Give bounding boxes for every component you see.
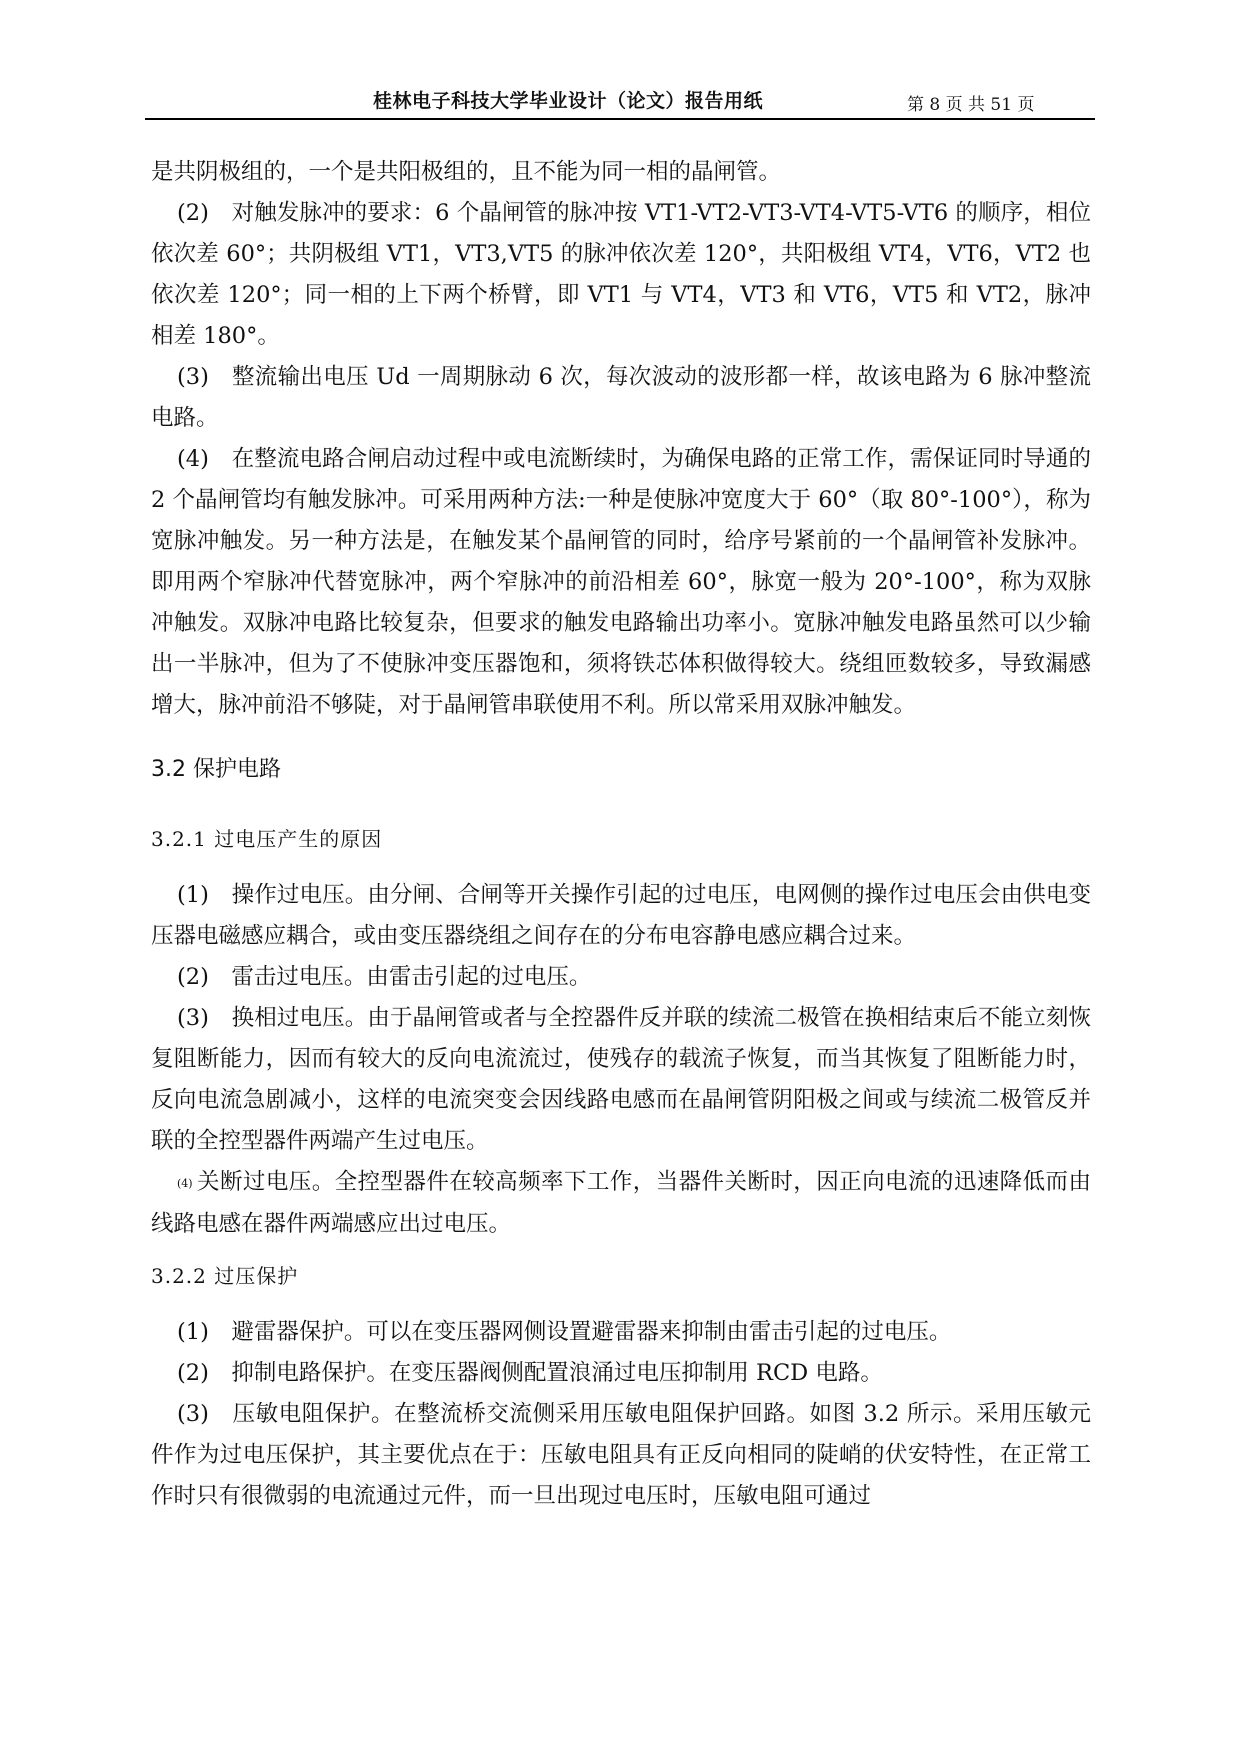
paragraph: (1) 操作过电压。由分闸、合闸等开关操作引起的过电压，电网侧的操作过电压会由供电变压器电磁感应耦合，或由变压器绕组之间存在的分布电容静电感应耦合过来。 — [151, 882, 1091, 949]
list-number: (4) — [177, 1177, 193, 1190]
paragraph — [151, 1162, 1091, 1245]
paragraph: (2) 对触发脉冲的要求：6 个晶闸管的脉冲按 VT1-VT2-VT3-VT4-VT5-VT6 的顺序，相位依次差 60°；共阴极组 VT1，VT3,VT5 的脉冲依次差 120°，共阳极组 VT4，VT6，VT2 也依次差 120°；同一相的上下两个桥臂，即 VT1 与 VT4，VT3 和 VT6，VT5 和 VT2，脉冲相差 180°。 — [151, 200, 1091, 349]
subsection-heading: 3.2.2 过压保护 — [151, 1264, 299, 1288]
page-number: 第 8 页 共 51 页 — [907, 95, 1035, 115]
paragraph: (3) 压敏电阻保护。在整流桥交流侧采用压敏电阻保护回路。如图 3.2 所示。采用压敏元件作为过电压保护，其主要优点在于：压敏电阻具有正反向相同的陡峭的伏安特性，在正常工作时只有很微弱的电流通过元件，而一旦出现过电压时，压敏电阻可通过 — [151, 1401, 1091, 1509]
paragraph-text: 关断过电压。全控型器件在较高频率下工作，当器件关断时，因正向电流的迅速降低而由线路电感在器件两端感应出过电压。 — [151, 1169, 1091, 1237]
subsection-heading: 3.2.1 过电压产生的原因 — [151, 827, 383, 851]
paragraph: (1) 避雷器保护。可以在变压器网侧设置避雷器来抑制由雷击引起的过电压。 — [177, 1319, 952, 1345]
document-body — [151, 152, 1091, 1517]
paragraph: (2) 抑制电路保护。在变压器阀侧配置浪涌过电压抑制用 RCD 电路。 — [177, 1360, 883, 1386]
page-header — [145, 84, 1095, 120]
header-title: 桂林电子科技大学毕业设计（论文）报告用纸 — [373, 90, 764, 112]
paragraph: (3) 整流输出电压 Ud 一周期脉动 6 次，每次波动的波形都一样，故该电路为 6 脉冲整流电路。 — [151, 364, 1091, 431]
paragraph: 是共阴极组的，一个是共阳极组的，且不能为同一相的晶闸管。 — [151, 159, 782, 185]
paragraph: (4) 在整流电路合闸启动过程中或电流断续时，为确保电路的正常工作，需保证同时导通的 2 个晶闸管均有触发脉冲。可采用两种方法:一种是使脉冲宽度大于 60°（取 80°-100°），称为宽脉冲触发。另一种方法是，在触发某个晶闸管的同时，给序号紧前的一个晶闸管补发脉冲。即用两个窄脉冲代替宽脉冲，两个窄脉冲的前沿相差 60°，脉宽一般为 20°-100°，称为双脉冲触发。双脉冲电路比较复杂，但要求的触发电路输出功率小。宽脉冲触发电路虽然可以少输出一半脉冲，但为了不使脉冲变压器饱和，须将铁芯体积做得较大。绕组匝数较多，导致漏感增大，脉冲前沿不够陡，对于晶闸管串联使用不利。所以常采用双脉冲触发。 — [151, 446, 1091, 718]
paragraph: (3) 换相过电压。由于晶闸管或者与全控器件反并联的续流二极管在换相结束后不能立刻恢复阻断能力，因而有较大的反向电流流过，使残存的载流子恢复，而当其恢复了阻断能力时，反向电流急剧减小，这样的电流突变会因线路电感而在晶闸管阴阳极之间或与续流二极管反并联的全控型器件两端产生过电压。 — [151, 1005, 1091, 1154]
section-heading: 3.2 保护电路 — [151, 757, 281, 782]
paragraph: (2) 雷击过电压。由雷击引起的过电压。 — [177, 964, 592, 990]
